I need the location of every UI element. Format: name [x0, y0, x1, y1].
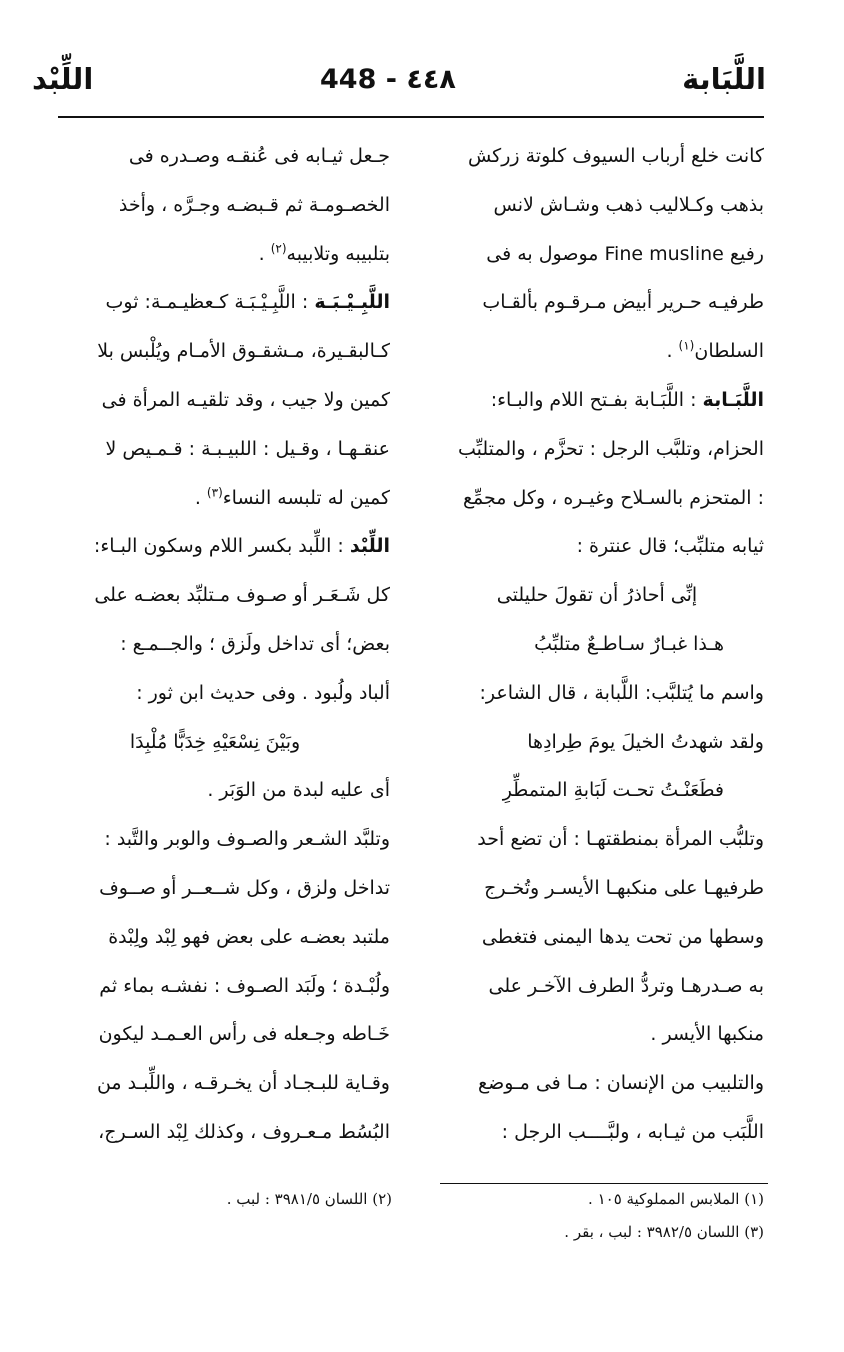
right-column-line	[430, 1010, 764, 1059]
left-column-line	[40, 815, 390, 864]
right-column-line	[430, 474, 764, 523]
line-text: : اللَّبَـابة بفـتح اللام والبـاء:	[490, 388, 703, 411]
line-text: : المتحزم بالسـلاح وغيـره ، وكل مجمِّع	[462, 486, 764, 509]
left-column-line	[40, 1108, 390, 1157]
right-column-line	[430, 864, 764, 913]
line-text: والتلبيب من الإنسان : مـا فى مـوضع	[477, 1072, 764, 1095]
right-column-line	[430, 571, 764, 620]
footnote-marker: (١)	[678, 338, 695, 353]
entry-headword: اللِّبْد	[349, 535, 390, 558]
page-number: 448 - ٤٤٨	[320, 64, 456, 95]
line-text: إنِّى أحاذرُ أن تقولَ حليلتى	[496, 584, 698, 607]
header-entry-word: اللَّبَابة	[682, 62, 766, 96]
right-column-line	[430, 132, 764, 181]
left-column-line	[40, 669, 390, 718]
line-text: ثيابه متلبِّب؛ قال عنترة :	[576, 535, 764, 558]
line-text: وتلبَّد الشـعر والصـوف والوبر والتَّبد :	[104, 828, 390, 851]
left-column-line	[40, 1059, 390, 1108]
right-column-line	[430, 669, 764, 718]
line-text: اللَّبَب من ثيـابه ، ولبَّــــب الرجل :	[501, 1120, 764, 1143]
line-text: الخصـومـة ثم قـبضـه وجـرَّه ، وأخذ	[118, 193, 390, 216]
left-column-line	[40, 718, 390, 767]
line-text: بذهب وكـلاليب ذهب وشـاش لانس	[493, 193, 764, 216]
line-text: بتلبيبه وتلابيبه	[286, 242, 390, 265]
line-text: فطَعَنْـتُ تحـت لَبَابةِ المتمطِّرِ	[502, 779, 724, 802]
right-column-line	[430, 815, 764, 864]
line-text: بعض؛ أى تداخل ولَزق ؛ والجــمـع :	[120, 632, 390, 655]
line-text: منكبها الأيسر .	[650, 1023, 764, 1046]
right-column-line	[430, 522, 764, 571]
line-text: البُسُط مـعـروف ، وكذلك لِبْد السـرج،	[98, 1120, 390, 1143]
line-text: وبَيْنَ نِسْعَيْهِ خِدَبًّا مُلْبِدَا	[129, 730, 301, 753]
line-text: كـالبقـيرة، مـشقـوق الأمـام ويُلْبس بلا	[97, 340, 390, 363]
line-text: كمين له تلبسه النساء	[222, 486, 390, 509]
left-column	[40, 132, 390, 1157]
line-text: : اللِّبد بكسر اللام وسكون البـاء:	[93, 535, 350, 558]
left-column-line	[40, 962, 390, 1011]
left-column-line	[40, 571, 390, 620]
line-text: عنقـهـا ، وقـيل : اللبيـبـة : قـمـيص لا	[105, 437, 390, 460]
left-column-line	[40, 864, 390, 913]
line-text: الحزام، وتلبَّب الرجل : تحزَّم ، والمتلبِّب	[457, 437, 764, 460]
left-column-line	[40, 474, 390, 523]
right-column-line	[430, 181, 764, 230]
line-text: جـعل ثيـابه فى عُنقـه وصـدره فى	[128, 145, 390, 167]
right-column-line	[430, 327, 764, 376]
right-column-line	[430, 620, 764, 669]
left-column-line	[40, 278, 390, 327]
left-column-line	[40, 522, 390, 571]
line-text: واسم ما يُتلبَّب: اللَّبابة ، قال الشاعر:	[479, 681, 764, 704]
line-text: ألباد ولُبود . وفى حديث ابن ثور :	[136, 681, 390, 704]
right-column-line	[430, 766, 764, 815]
header-rule	[58, 116, 764, 118]
line-text: به صـدرهـا وتردُّ الطرف الآخـر على	[488, 974, 764, 997]
left-column-line	[40, 132, 390, 181]
line-text: كمين ولا جيب ، وقد تلقيـه المرأة فى	[101, 388, 390, 411]
line-text: خَـاطه وجـعله فى رأس العـمـد ليكون	[98, 1023, 390, 1046]
right-column	[430, 132, 764, 1157]
line-text: تداخل ولزق ، وكل شــعــر أو صــوف	[99, 876, 390, 899]
line-text: ولُبْـدة ؛ ولَبَد الصـوف : نفشـه بماء ثم	[99, 974, 390, 997]
left-column-line	[40, 1010, 390, 1059]
footnote-rule	[440, 1183, 768, 1184]
line-text: رفيع Fine musline موصول به فى	[486, 242, 764, 265]
line-text-end: .	[666, 340, 679, 363]
line-text: هـذا غبـارٌ سـاطـعٌ متلبِّبُ	[534, 632, 724, 655]
left-column-line	[40, 913, 390, 962]
line-text: كانت خلع أرباب السيوف كلوتة زركش	[467, 145, 764, 167]
header-last-entry-word: اللِّبْد	[32, 62, 94, 96]
footnote-2: (٢) اللسان ٣٩٨١/٥ : لبب .	[226, 1190, 392, 1208]
line-text: طرفيهـا على منكبهـا الأيسـر وتُخـرج	[484, 876, 764, 899]
left-column-line	[40, 181, 390, 230]
line-text: وقـاية للبـجـاد أن يخـرقـه ، واللِّبـد من	[96, 1072, 390, 1095]
right-column-line	[430, 913, 764, 962]
line-text: أى عليه لبدة من الوَبَر .	[207, 779, 390, 802]
left-column-line	[40, 766, 390, 815]
left-column-line	[40, 425, 390, 474]
entry-headword: اللَّبِـيْـبَـة	[314, 291, 390, 314]
line-text: ملتبد بعضـه على بعض فهو لِبْد ولِبْدة	[108, 925, 390, 948]
left-column-line	[40, 230, 390, 279]
right-column-line	[430, 230, 764, 279]
footnote-3: (٣) اللسان ٣٩٨٢/٥ : لبب ، بقر .	[564, 1223, 764, 1241]
right-column-line	[430, 278, 764, 327]
line-text-end: .	[258, 242, 271, 265]
line-text-end: .	[194, 486, 207, 509]
footnote-1: (١) الملابس المملوكية ١٠٥ .	[588, 1190, 764, 1208]
line-text: وسطها من تحت يدها اليمنى فتغطى	[481, 925, 764, 948]
right-column-line	[430, 425, 764, 474]
line-text: السلطان	[694, 340, 764, 363]
left-column-line	[40, 620, 390, 669]
footnote-marker: (٢)	[270, 241, 287, 256]
right-column-line	[430, 376, 764, 425]
left-column-line	[40, 327, 390, 376]
right-column-line	[430, 962, 764, 1011]
line-text: وتلبُّب المرأة بمنطقتهـا : أن تضع أحد	[477, 828, 764, 851]
line-text: ولقد شهدتُ الخيلَ يومَ طِرادِها	[527, 730, 764, 753]
line-text: طرفيـه حـرير أبيض مـرقـوم بألقـاب	[482, 291, 764, 314]
right-column-line	[430, 1108, 764, 1157]
line-text: : اللَّبِـيْـبَـة كـعظيـمـة: ثوب	[105, 291, 315, 314]
entry-headword: اللَّبَـابة	[702, 388, 764, 411]
right-column-line	[430, 1059, 764, 1108]
right-column-line	[430, 718, 764, 767]
line-text: كل شَـعَـر أو صـوف مـتلبِّد بعضـه على	[94, 584, 390, 607]
left-column-line	[40, 376, 390, 425]
footnote-marker: (٣)	[206, 485, 223, 500]
